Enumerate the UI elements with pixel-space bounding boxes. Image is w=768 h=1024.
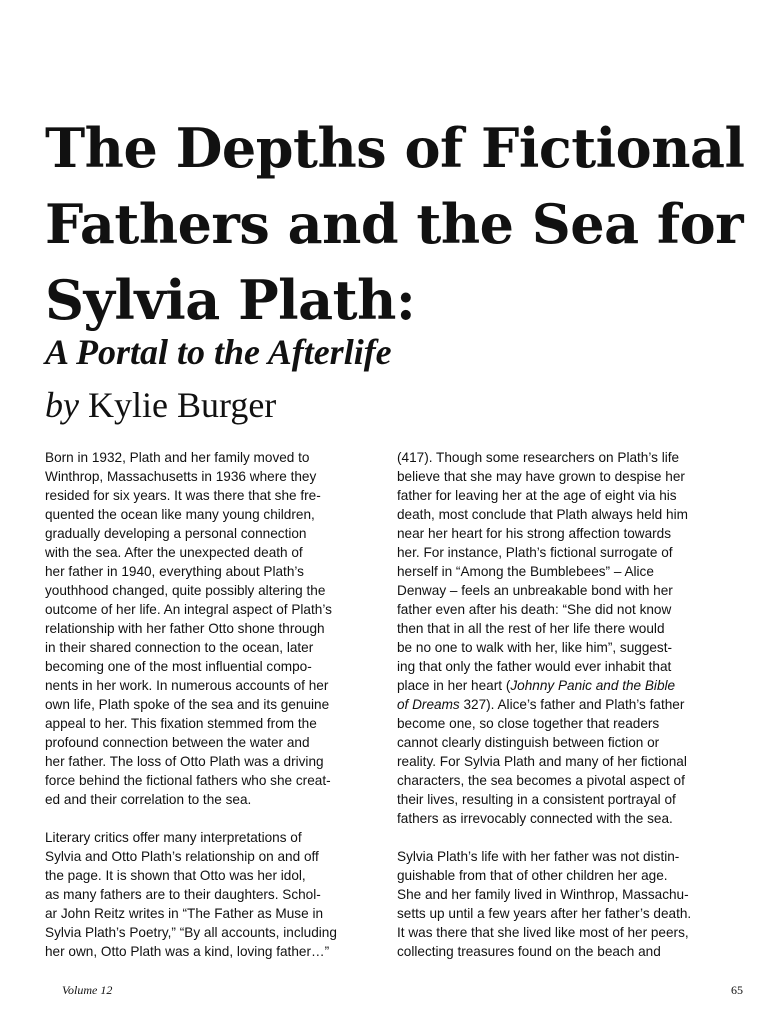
page-number: 65 — [731, 983, 743, 997]
text-line: fathers as irrevocably connected with the sea. — [397, 811, 673, 826]
right-paragraph-part — [397, 448, 723, 676]
right-column — [397, 448, 723, 961]
text-line: Sylvia Plath’s Poetry,” “By all accounts, including — [45, 925, 337, 940]
text-line: be no one to walk with her, like him”, suggest- — [397, 640, 673, 655]
text-line: Sylvia and Otto Plath’s relationship on and off — [45, 849, 319, 864]
text-line: become one, so close together that readers — [397, 716, 660, 731]
text-line: characters, the sea becomes a pivotal aspect of — [397, 773, 685, 788]
text-line: death, most conclude that Plath always held him — [397, 507, 688, 522]
text-line: becoming one of the most influential compo- — [45, 659, 312, 674]
text-line: Denway – feels an unbreakable bond with her — [397, 583, 673, 598]
text-line: relationship with her father Otto shone through — [45, 621, 325, 636]
text-line: force behind the fictional fathers who she creat- — [45, 773, 331, 788]
title-line: Fathers and the Sea for — [45, 192, 744, 256]
text-line: their lives, resulting in a consistent portrayal of — [397, 792, 676, 807]
text-line: quented the ocean like many young children, — [45, 507, 315, 522]
text-line: Born in 1932, Plath and her family moved to — [45, 450, 310, 465]
text-line: Sylvia Plath’s life with her father was not distin- — [397, 849, 680, 864]
text-line: as many fathers are to their daughters. Schol- — [45, 887, 321, 902]
citation-suffix: 327). Alice’s father and Plath’s father — [459, 697, 685, 712]
text-line: outcome of her life. An integral aspect of Plath’s — [45, 602, 332, 617]
text-line: father for leaving her at the age of eight via his — [397, 488, 677, 503]
article-subtitle: A Portal to the Afterlife — [45, 332, 392, 372]
text-line: own life, Plath spoke of the sea and its genuine — [45, 697, 330, 712]
text-line: collecting treasures found on the beach and — [397, 944, 661, 959]
right-paragraph-part — [397, 714, 723, 828]
text-line: nents in her work. In numerous accounts of her — [45, 678, 329, 693]
text-line: Literary critics offer many interpretations of — [45, 830, 302, 845]
text-line: then that in all the rest of her life there would — [397, 621, 665, 636]
text-line: her own, Otto Plath was a kind, loving father…” — [45, 944, 330, 959]
text-line: her father in 1940, everything about Plath’s — [45, 564, 304, 579]
left-column — [45, 448, 371, 961]
author-name: Kylie Burger — [78, 385, 277, 425]
text-line: with the sea. After the unexpected death of — [45, 545, 303, 560]
article-title — [45, 110, 745, 338]
text-line: ed and their correlation to the sea. — [45, 792, 252, 807]
text-line: the page. It is shown that Otto was her idol, — [45, 868, 306, 883]
text-line: ing that only the father would ever inhabit that — [397, 659, 672, 674]
text-line — [397, 695, 723, 714]
citation-title: of Dreams — [397, 697, 460, 712]
right-paragraph — [397, 847, 723, 961]
text-line: setts up until a few years after her father’s death. — [397, 906, 692, 921]
text-line: It was there that she lived like most of her peers, — [397, 925, 689, 940]
title-line: The Depths of Fictional — [45, 116, 745, 180]
text-line: gradually developing a personal connection — [45, 526, 307, 541]
text-line: She and her family lived in Winthrop, Massachu- — [397, 887, 689, 902]
text-line — [397, 676, 723, 695]
text-line: father even after his death: “She did not know — [397, 602, 672, 617]
text-line: reality. For Sylvia Plath and many of her fictional — [397, 754, 687, 769]
text-line: believe that she may have grown to despise her — [397, 469, 685, 484]
byline — [45, 383, 276, 427]
citation-prefix: place in her heart ( — [397, 678, 511, 693]
text-line: ar John Reitz writes in “The Father as Muse in — [45, 906, 324, 921]
text-line: (417). Though some researchers on Plath’s life — [397, 450, 680, 465]
text-line: her father. The loss of Otto Plath was a driving — [45, 754, 324, 769]
title-line: Sylvia Plath: — [45, 268, 416, 332]
text-line: near her heart for his strong affection towards — [397, 526, 672, 541]
text-line: guishable from that of other children her age. — [397, 868, 668, 883]
citation-title: Johnny Panic and the Bible — [510, 678, 676, 693]
text-line: appeal to her. This fixation stemmed from the — [45, 716, 317, 731]
text-line: youthhood changed, quite possibly altering the — [45, 583, 326, 598]
text-line: cannot clearly distinguish between fiction or — [397, 735, 660, 750]
text-line: herself in “Among the Bumblebees” – Alice — [397, 564, 654, 579]
text-line: in their shared connection to the ocean, later — [45, 640, 314, 655]
text-line: resided for six years. It was there that she fre- — [45, 488, 321, 503]
text-line: profound connection between the water and — [45, 735, 310, 750]
text-line: her. For instance, Plath’s fictional surrogate of — [397, 545, 673, 560]
byline-prefix: by — [45, 385, 79, 425]
text-line: Winthrop, Massachusetts in 1936 where they — [45, 469, 317, 484]
volume-label: Volume 12 — [62, 983, 113, 997]
